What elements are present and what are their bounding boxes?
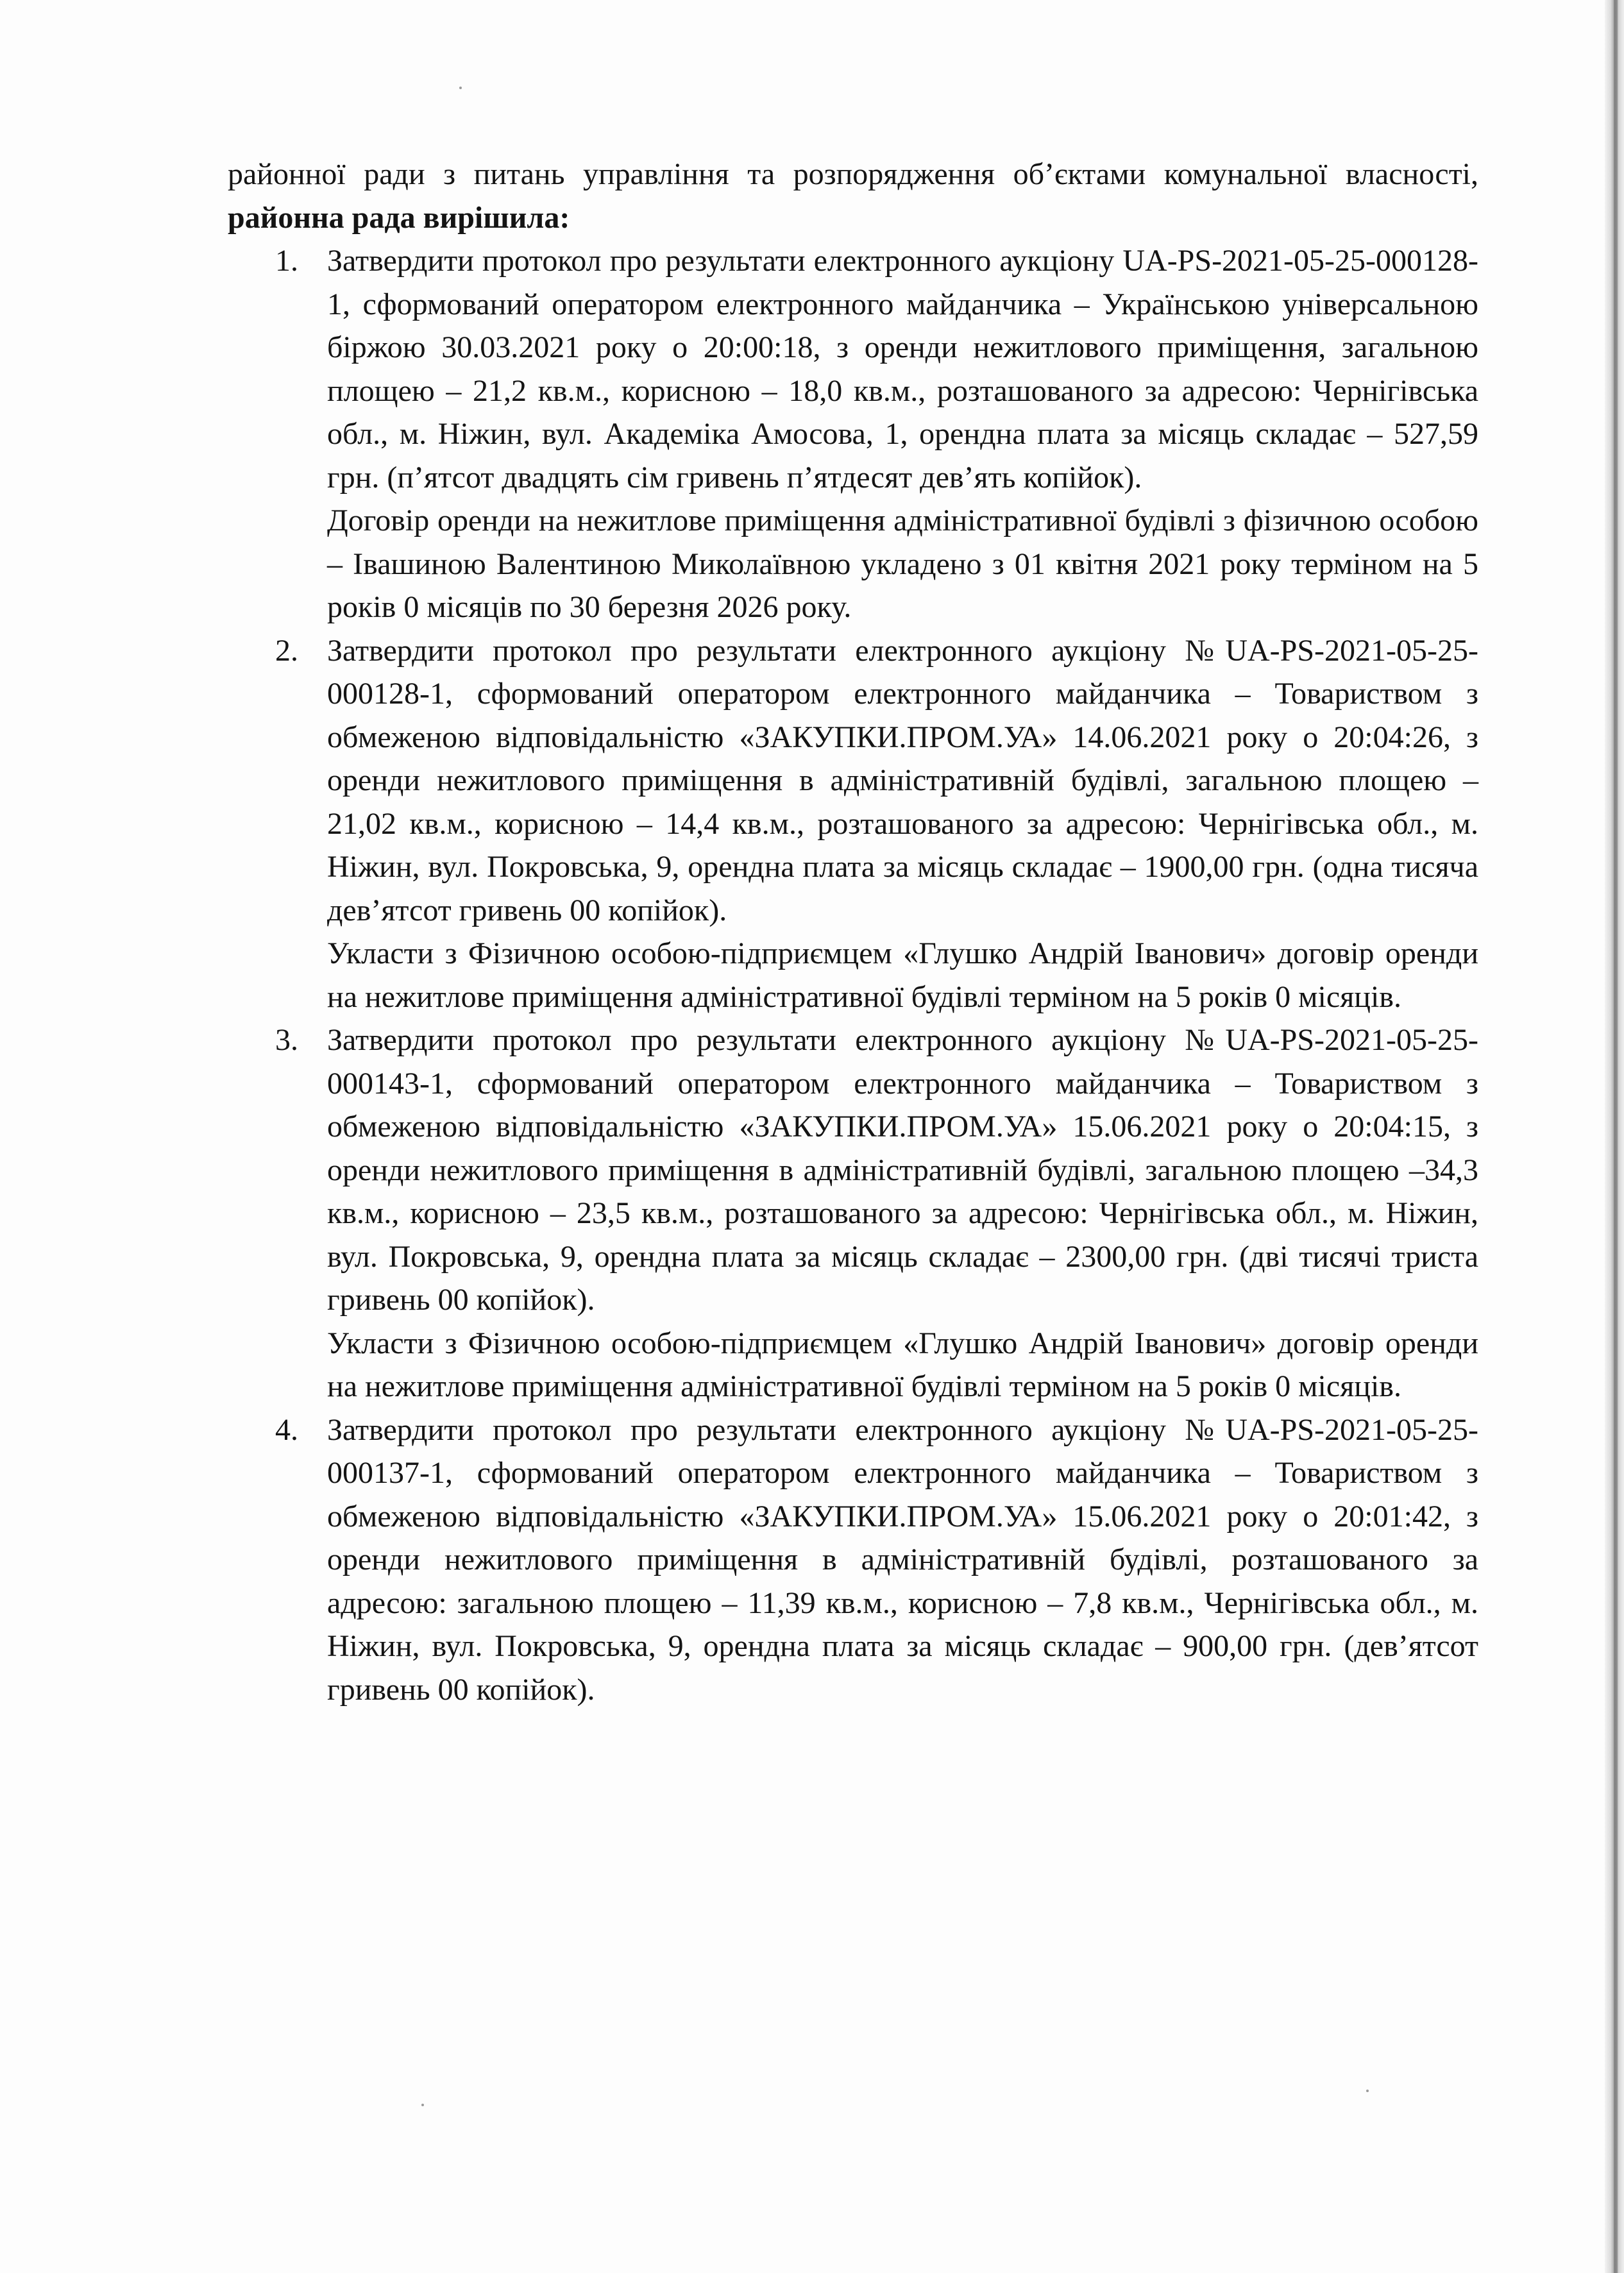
decision-item [228,239,1478,629]
decision-list [228,239,1478,1711]
decision-heading: районна рада вирішила: [228,200,570,235]
item-text: Затвердити протокол про результати електронного аукціону №UA-PS-2021-05-25-000128-1, сформований оператором електронного майданчика – Товариством з обмеженою відповідальністю «ЗАКУПКИ.ПРОМ.УА» 14.06.2021 року о 20:04:26, з оренди нежитлового приміщення в адміністративній будівлі, загальною площею – 21,02 кв.м., корисною – 14,4 кв.м., розташованого за адресою: Чернігівська обл., м. Ніжин, вул. Покровська, 9, орендна плата за місяць складає – 1900,00 грн. (одна тисяча дев’ятсот гривень 00 копійок). [327,633,1478,927]
scan-speck [1366,2090,1369,2092]
scan-speck [459,87,462,89]
decision-item [228,1018,1478,1408]
document-body [228,153,1478,1711]
item-text: Затвердити протокол про результати електронного аукціону UA-PS-2021-05-25-000128-1, сформований оператором електронного майданчика – Українською універсальною біржою 30.03.2021 року о 20:00:18, з оренди нежитлового приміщення, загальною площею – 21,2 кв.м., корисною – 18,0 кв.м., розташованого за адресою: Чернігівська обл., м. Ніжин, вул. Академіка Амосова, 1, орендна плата за місяць складає – 527,59 грн. (п’ятсот двадцять сім гривень п’ятдесят дев’ять копійок). [327,244,1478,494]
item-number: 3. [275,1023,298,1057]
item-text: Затвердити протокол про результати електронного аукціону №UA-PS-2021-05-25-000137-1, сформований оператором електронного майданчика – Товариством з обмеженою відповідальністю «ЗАКУПКИ.ПРОМ.УА» 15.06.2021 року о 20:01:42, з оренди нежитлового приміщення в адміністративній будівлі, розташованого за адресою: загальною площею – 11,39 кв.м., корисною – 7,8 кв.м., Чернігівська обл., м. Ніжин, вул. Покровська, 9, орендна плата за місяць складає – 900,00 грн. (дев’ятсот гривень 00 копійок). [327,1412,1478,1707]
item-note: Укласти з Фізичною особою-підприємцем «Глушко Андрій Іванович» договір оренди на нежитлове приміщення адміністративної будівлі терміном на 5 років 0 місяців. [327,936,1478,1014]
decision-item [228,1408,1478,1712]
item-number: 1. [275,244,298,278]
item-text: Затвердити протокол про результати електронного аукціону №UA-PS-2021-05-25-000143-1, сформований оператором електронного майданчика – Товариством з обмеженою відповідальністю «ЗАКУПКИ.ПРОМ.УА» 15.06.2021 року о 20:04:15, з оренди нежитлового приміщення в адміністративній будівлі, загальною площею –34,3 кв.м., корисною – 23,5 кв.м., розташованого за адресою: Чернігівська обл., м. Ніжин, вул. Покровська, 9, орендна плата за місяць складає – 2300,00 грн. (дві тисячі триста гривень 00 копійок). [327,1023,1478,1317]
decision-item [228,629,1478,1019]
item-number: 4. [275,1412,298,1447]
item-note: Укласти з Фізичною особою-підприємцем «Глушко Андрій Іванович» договір оренди на нежитлове приміщення адміністративної будівлі терміном на 5 років 0 місяців. [327,1326,1478,1403]
scan-speck [421,2104,424,2106]
intro-text: районної ради з питань управління та розпорядження об’єктами комунальної власності, [228,157,1478,191]
item-note: Договір оренди на нежитлове приміщення адміністративної будівлі з фізичною особою – Івашиною Валентиною Миколаївною укладено з 01 квітня 2021 року терміном на 5 років 0 місяців по 30 березня 2026 року. [327,503,1478,624]
item-number: 2. [275,633,298,668]
scan-edge-line [1614,0,1618,2273]
intro-paragraph [228,153,1478,239]
